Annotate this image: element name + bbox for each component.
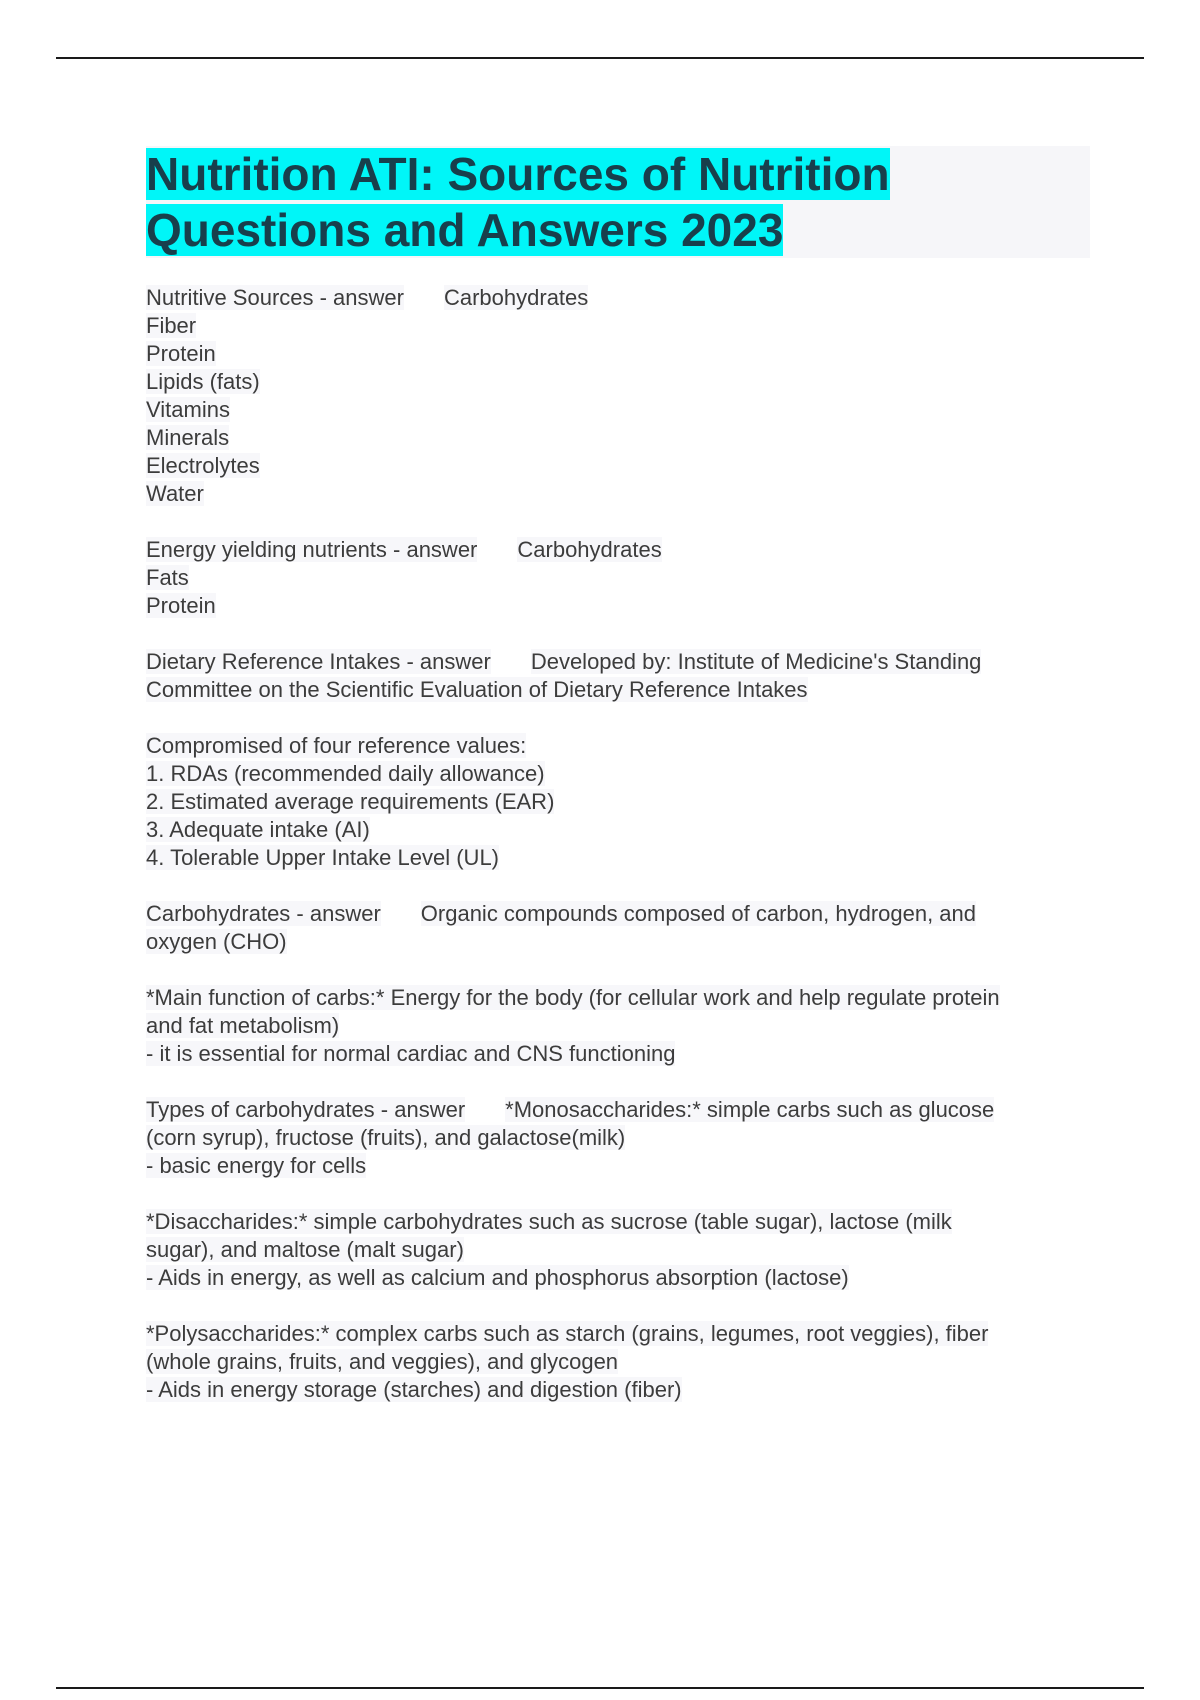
answer-text: *Monosaccharides:* simple carbs such as glucose — [505, 1097, 995, 1122]
line-text: Protein — [146, 341, 216, 366]
question-term: Dietary Reference Intakes - answer — [146, 649, 491, 674]
qa-block — [146, 648, 1090, 704]
title-line-2: Questions and Answers 2023 — [146, 204, 784, 256]
line-text: (whole grains, fruits, and veggies), and glycogen — [146, 1349, 619, 1374]
text-line — [146, 1208, 1090, 1236]
line-text: 3. Adequate intake (AI) — [146, 817, 370, 842]
qa-block — [146, 1208, 1090, 1292]
line-text: Fats — [146, 565, 189, 590]
line-text: Minerals — [146, 425, 230, 450]
line-text: *Disaccharides:* simple carbohydrates such as sucrose (table sugar), lactose (milk — [146, 1209, 952, 1234]
qa-block — [146, 732, 1090, 872]
line-text: 2. Estimated average requirements (EAR) — [146, 789, 555, 814]
text-line — [146, 816, 1090, 844]
line-text: 4. Tolerable Upper Intake Level (UL) — [146, 845, 500, 870]
line-text: Lipids (fats) — [146, 369, 260, 394]
line-text: - Aids in energy, as well as calcium and phosphorus absorption (lactose) — [146, 1265, 849, 1290]
text-line — [146, 676, 1090, 704]
text-line — [146, 1124, 1090, 1152]
text-line — [146, 788, 1090, 816]
text-line — [146, 592, 1090, 620]
text-line — [146, 1264, 1090, 1292]
text-line — [146, 452, 1090, 480]
line-text: Electrolytes — [146, 453, 260, 478]
line-text: Compromised of four reference values: — [146, 733, 527, 758]
text-line — [146, 424, 1090, 452]
text-line — [146, 844, 1090, 872]
top-rule — [56, 57, 1144, 59]
text-line — [146, 760, 1090, 788]
text-line — [146, 1320, 1090, 1348]
line-text: - Aids in energy storage (starches) and digestion (fiber) — [146, 1377, 682, 1402]
qa-block — [146, 284, 1090, 508]
line-text: (corn syrup), fructose (fruits), and galactose(milk) — [146, 1125, 626, 1150]
qa-block — [146, 1096, 1090, 1180]
text-line — [146, 480, 1090, 508]
line-text: and fat metabolism) — [146, 1013, 340, 1038]
title-block — [146, 146, 1090, 258]
line-text: Protein — [146, 593, 216, 618]
qa-block — [146, 900, 1090, 956]
text-line — [146, 1348, 1090, 1376]
question-term: Nutritive Sources - answer — [146, 285, 404, 310]
question-term: Types of carbohydrates - answer — [146, 1097, 466, 1122]
line-text: Water — [146, 481, 204, 506]
text-line — [146, 284, 1090, 312]
text-line — [146, 312, 1090, 340]
answer-text: Carbohydrates — [517, 537, 662, 562]
text-line — [146, 1040, 1090, 1068]
text-line — [146, 900, 1090, 928]
text-line — [146, 564, 1090, 592]
qa-list — [146, 284, 1090, 1404]
line-text: oxygen (CHO) — [146, 929, 287, 954]
text-line — [146, 1236, 1090, 1264]
line-text: Committee on the Scientific Evaluation of Dietary Reference Intakes — [146, 677, 808, 702]
text-line — [146, 1096, 1090, 1124]
document-title — [146, 146, 1090, 258]
line-text: sugar), and maltose (malt sugar) — [146, 1237, 464, 1262]
line-text: Fiber — [146, 313, 197, 338]
line-text: 1. RDAs (recommended daily allowance) — [146, 761, 545, 786]
line-text: - basic energy for cells — [146, 1153, 367, 1178]
question-term: Energy yielding nutrients - answer — [146, 537, 478, 562]
line-text: *Polysaccharides:* complex carbs such as starch (grains, legumes, root veggies), fiber — [146, 1321, 989, 1346]
answer-text: Developed by: Institute of Medicine's Standing — [530, 649, 982, 674]
text-line — [146, 1152, 1090, 1180]
text-line — [146, 396, 1090, 424]
line-text: *Main function of carbs:* Energy for the body (for cellular work and help regulate protein — [146, 985, 1000, 1010]
question-term: Carbohydrates - answer — [146, 901, 381, 926]
text-line — [146, 984, 1090, 1012]
line-text: Vitamins — [146, 397, 230, 422]
text-line — [146, 368, 1090, 396]
text-line — [146, 648, 1090, 676]
bottom-rule — [56, 1687, 1144, 1689]
qa-block — [146, 984, 1090, 1068]
text-line — [146, 536, 1090, 564]
text-line — [146, 1376, 1090, 1404]
qa-block — [146, 536, 1090, 620]
title-line-1: Nutrition ATI: Sources of Nutrition — [146, 148, 890, 200]
text-line — [146, 1012, 1090, 1040]
qa-block — [146, 1320, 1090, 1404]
line-text: - it is essential for normal cardiac and CNS functioning — [146, 1041, 676, 1066]
answer-text: Carbohydrates — [443, 285, 589, 310]
answer-text: Organic compounds composed of carbon, hydrogen, and — [420, 901, 977, 926]
document-body — [146, 146, 1090, 1432]
text-line — [146, 732, 1090, 760]
text-line — [146, 928, 1090, 956]
text-line — [146, 340, 1090, 368]
